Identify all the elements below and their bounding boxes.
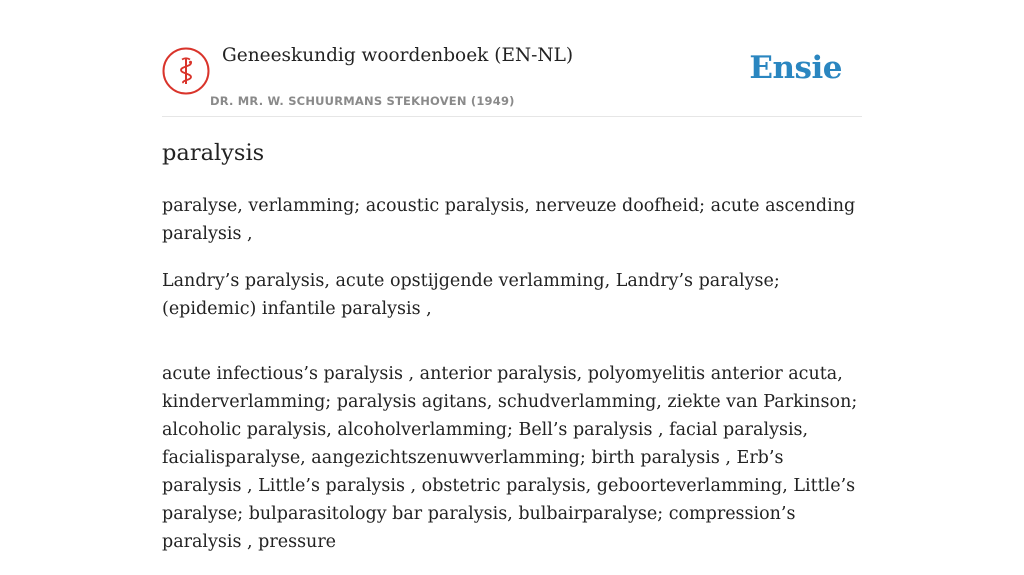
book-title[interactable]: Geneeskundig woordenboek (EN-NL) [222, 45, 574, 66]
definition-paragraph: Landry’s paralysis, acute opstijgende verlamming, Landry’s paralyse; (epidemic) infantile paralysis , [162, 271, 780, 319]
entry-definition [162, 192, 862, 575]
book-author: DR. MR. W. SCHUURMANS STEKHOVEN (1949) [210, 94, 515, 108]
definition-paragraph: acute infectious’s paralysis , anterior paralysis, polyomyelitis anterior acuta, kinderverlamming; paralysis agitans, schudverlamming, ziekte van Parkinson; alcoholic paralysis, alcoholverlamming; Bell’s paralysis , facial paralysis, facialisparalyse, aangezichtszenuwverlamming; birth paralysis , Erb’s paralysis , Little’s paralysis , obstetric paralysis, geboorteverlamming, Little’s paralyse; bulparasitology bar paralysis, bulbairparalyse; compression’s paralysis , pressure [162, 364, 858, 552]
entry-term: paralysis [162, 140, 265, 166]
definition-paragraph: paralyse, verlamming; acoustic paralysis, nerveuze doofheid; acute ascending paralysis , [162, 196, 856, 244]
page-content [162, 0, 862, 552]
ensie-logo-link[interactable]: Ensie [749, 50, 842, 86]
dictionary-header [162, 0, 862, 117]
caduceus-icon[interactable] [162, 47, 210, 95]
